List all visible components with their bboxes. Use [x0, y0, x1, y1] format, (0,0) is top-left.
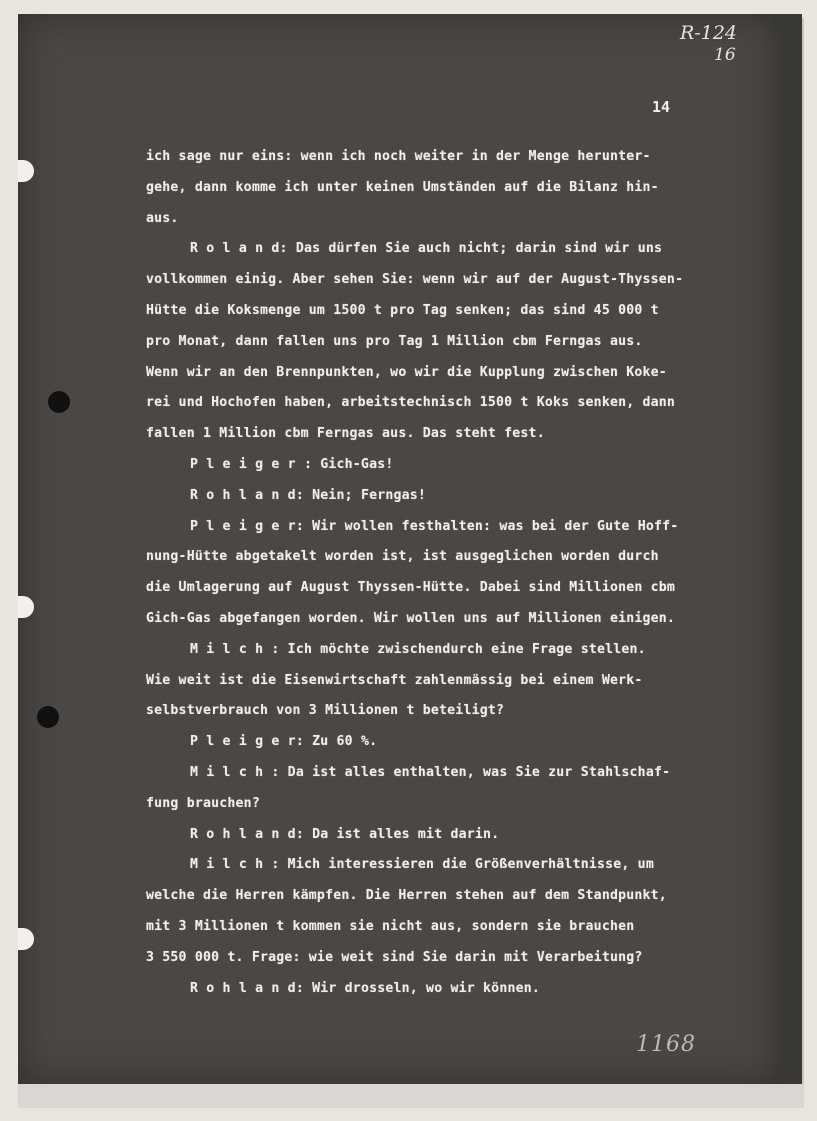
text-line: selbstverbrauch von 3 Millionen t beteiligt? — [146, 703, 505, 719]
text-line: vollkommen einig. Aber sehen Sie: wenn wir auf der August-Thyssen- — [146, 272, 684, 288]
text-line: Gich-Gas abgefangen worden. Wir wollen uns auf Millionen einigen. — [146, 610, 676, 626]
page-edge-strip — [780, 14, 802, 1084]
speaker-line: R o h l a n d: Da ist alles mit darin. — [190, 826, 500, 842]
text-line: Wie weit ist die Eisenwirtschaft zahlenmässig bei einem Werk- — [146, 672, 643, 688]
punch-hole-upper — [48, 391, 70, 413]
speaker-name: R o h l a n d: — [190, 980, 304, 996]
text-line: fallen 1 Million cbm Ferngas aus. Das steht fest. — [146, 426, 545, 442]
page-number: 14 — [652, 98, 671, 116]
text-line: Hütte die Koksmenge um 1500 t pro Tag senken; das sind 45 000 t — [146, 302, 659, 318]
speaker-line: R o h l a n d: Wir drosseln, wo wir können. — [190, 980, 541, 996]
text-line: Wenn wir an den Brennpunkten, wo wir die Kupplung zwischen Koke- — [146, 364, 667, 380]
speaker-name: R o h l a n d: — [190, 826, 304, 842]
speaker-line: R o l a n d: Das dürfen Sie auch nicht; darin sind wir uns — [190, 241, 663, 257]
annotation-line-2: 16 — [714, 45, 736, 65]
text-line: welche die Herren kämpfen. Die Herren stehen auf dem Standpunkt, — [146, 888, 667, 904]
speaker-line: P l e i g e r: Zu 60 %. — [190, 734, 378, 750]
speaker-line: P l e i g e r: Wir wollen festhalten: was bei der Gute Hoff- — [190, 518, 679, 534]
text-line: 3 550 000 t. Frage: wie weit sind Sie darin mit Verarbeitung? — [146, 949, 643, 965]
speaker-name: M i l c h : — [190, 857, 280, 873]
speaker-line: M i l c h : Ich möchte zwischendurch eine Frage stellen. — [190, 641, 646, 657]
text-line: die Umlagerung auf August Thyssen-Hütte. Dabei sind Millionen cbm — [146, 580, 676, 596]
speaker-line: R o h l a n d: Nein; Ferngas! — [190, 487, 427, 503]
text-line: pro Monat, dann fallen uns pro Tag 1 Million cbm Ferngas aus. — [146, 333, 643, 349]
page-bottom-edge — [18, 1084, 804, 1108]
speaker-name: P l e i g e r : — [190, 456, 313, 472]
speaker-name: P l e i g e r: — [190, 518, 304, 534]
speaker-name: P l e i g e r: — [190, 734, 304, 750]
speaker-line: P l e i g e r : Gich-Gas! — [190, 456, 394, 472]
text-line: ich sage nur eins: wenn ich noch weiter in der Menge herunter- — [146, 149, 651, 164]
text-line: rei und Hochofen haben, arbeitstechnisch 1500 t Koks senken, dann — [146, 395, 676, 411]
transcript-body — [146, 142, 756, 1004]
text-line: nung-Hütte abgetakelt worden ist, ist ausgeglichen worden durch — [146, 549, 659, 565]
speaker-name: R o l a n d: — [190, 241, 288, 257]
text-line: fung brauchen? — [146, 795, 260, 811]
annotation-line-1: R-124 — [680, 22, 737, 44]
speaker-line: M i l c h : Mich interessieren die Größenverhältnisse, um — [190, 857, 654, 873]
speaker-name: M i l c h : — [190, 764, 280, 780]
text-line: mit 3 Millionen t kommen sie nicht aus, sondern sie brauchen — [146, 918, 635, 934]
speaker-name: R o h l a n d: — [190, 487, 304, 503]
speaker-name: M i l c h : — [190, 641, 280, 657]
text-line: aus. — [146, 210, 179, 226]
punch-hole-lower — [37, 706, 59, 728]
text-line: gehe, dann komme ich unter keinen Umständen auf die Bilanz hin- — [146, 179, 659, 195]
handwritten-annotation — [680, 22, 737, 66]
speaker-line: M i l c h : Da ist alles enthalten, was Sie zur Stahlschaf- — [190, 764, 671, 780]
archive-stamp-number: 1168 — [636, 1032, 696, 1057]
